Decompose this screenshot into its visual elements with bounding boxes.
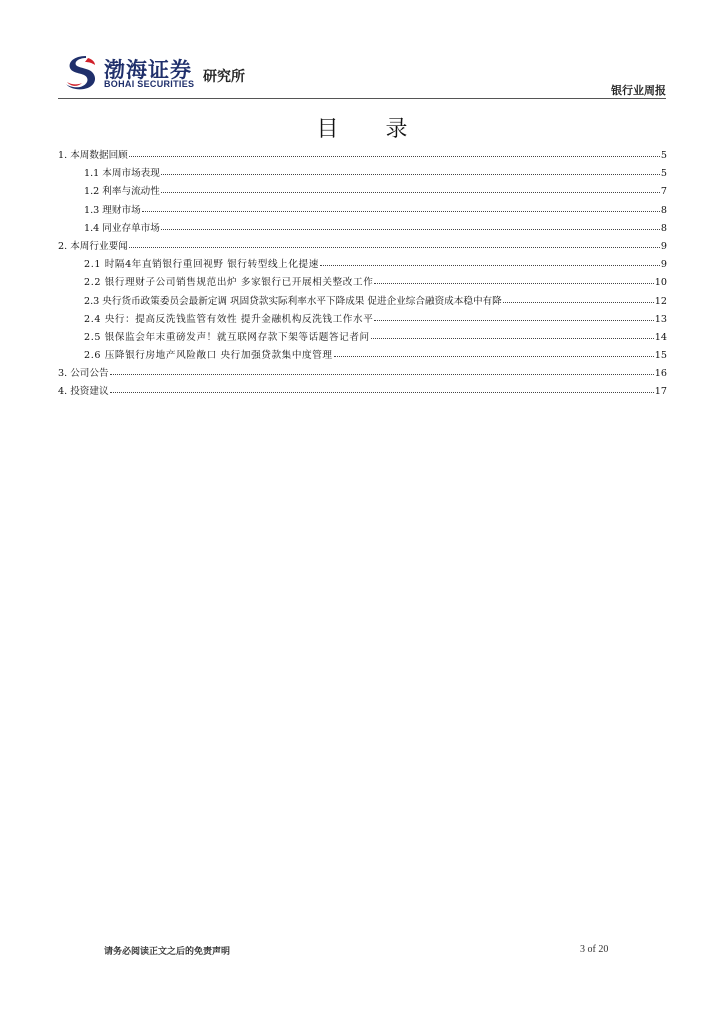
toc-title: 目 录 <box>316 117 428 142</box>
toc-entry[interactable] <box>58 183 667 201</box>
institute-label: 研究所 <box>203 69 245 85</box>
toc-leader-dots <box>110 374 654 375</box>
page-header <box>0 0 724 100</box>
toc-entry[interactable] <box>58 365 667 383</box>
toc-entry-page: 15 <box>654 350 667 362</box>
toc-entry[interactable] <box>58 147 667 165</box>
toc-entry[interactable] <box>58 165 667 183</box>
toc-leader-dots <box>503 302 654 303</box>
toc-entry-page: 5 <box>660 168 667 180</box>
toc-entry[interactable] <box>58 293 667 311</box>
toc-entry-page: 9 <box>660 259 667 271</box>
disclaimer-note: 请务必阅读正文之后的免责声明 <box>104 947 231 957</box>
toc-entry-label: 2.4 央行：提高反洗钱监管有效性 提升金融机构反洗钱工作水平 <box>84 313 374 325</box>
toc-entry-page: 16 <box>654 368 667 380</box>
toc-entry-label: 2. 本周行业要闻 <box>58 240 128 252</box>
report-type-label: 银行业周报 <box>611 84 666 97</box>
toc-entry-label: 1. 本周数据回顾 <box>58 150 128 161</box>
toc-entry[interactable] <box>58 329 667 347</box>
toc-leader-dots <box>320 265 660 266</box>
toc-entry-page: 13 <box>654 313 667 325</box>
toc-entry-label: 4. 投资建议 <box>58 386 109 398</box>
table-of-contents <box>58 147 667 402</box>
toc-leader-dots <box>371 338 654 339</box>
toc-entry-page: 10 <box>654 277 667 289</box>
toc-leader-dots <box>110 392 654 393</box>
toc-entry[interactable] <box>58 220 667 238</box>
toc-entry-label: 2.6 压降银行房地产风险敞口 央行加强贷款集中度管理 <box>84 350 333 362</box>
toc-leader-dots <box>161 229 660 230</box>
toc-leader-dots <box>161 192 660 193</box>
toc-entry-label: 2.1 时隔4年直销银行重回视野 银行转型线上化提速 <box>84 259 319 271</box>
toc-entry[interactable] <box>58 202 667 220</box>
toc-entry-label: 2.5 银保监会年末重磅发声！就互联网存款下架等话题答记者问 <box>84 331 370 343</box>
toc-entry[interactable] <box>58 383 667 401</box>
toc-leader-dots <box>142 211 660 212</box>
page-indicator: 3 of 20 <box>580 944 609 955</box>
toc-entry-label: 2.2 银行理财子公司销售规范出炉 多家银行已开展相关整改工作 <box>84 277 374 289</box>
toc-entry[interactable] <box>58 274 667 292</box>
toc-entry-label: 1.2 利率与流动性 <box>84 186 160 198</box>
toc-entry-page: 7 <box>660 186 667 198</box>
toc-leader-dots <box>129 247 660 248</box>
toc-entry-page: 14 <box>654 331 667 343</box>
toc-leader-dots <box>129 156 660 157</box>
toc-entry[interactable] <box>58 311 667 329</box>
bohai-logo-icon <box>64 54 98 90</box>
toc-leader-dots <box>334 356 654 357</box>
toc-entry-label: 1.1 本周市场表现 <box>84 168 160 180</box>
toc-leader-dots <box>374 320 653 321</box>
header-divider <box>58 98 666 99</box>
toc-entry-page: 5 <box>660 150 667 161</box>
toc-entry-page: 17 <box>654 386 667 398</box>
toc-entry-label: 3. 公司公告 <box>58 368 109 380</box>
logo-chinese-name: 渤海证券 <box>104 57 192 82</box>
toc-entry-page: 8 <box>660 222 667 234</box>
logo-english-name: BOHAI SECURITIES <box>104 79 195 89</box>
toc-entry[interactable] <box>58 238 667 256</box>
toc-entry-label: 2.3 央行货币政策委员会最新定调 巩固贷款实际利率水平下降成果 促进企业综合融资成本稳中有降 <box>84 295 502 307</box>
toc-entry[interactable] <box>58 256 667 274</box>
toc-entry-label: 1.4 同业存单市场 <box>84 222 160 234</box>
toc-leader-dots <box>161 174 660 175</box>
toc-entry-label: 1.3 理财市场 <box>84 204 141 216</box>
toc-entry-page: 12 <box>654 295 667 307</box>
toc-entry-page: 9 <box>660 240 667 252</box>
toc-entry[interactable] <box>58 347 667 365</box>
toc-leader-dots <box>374 283 653 284</box>
toc-entry-page: 8 <box>660 204 667 216</box>
